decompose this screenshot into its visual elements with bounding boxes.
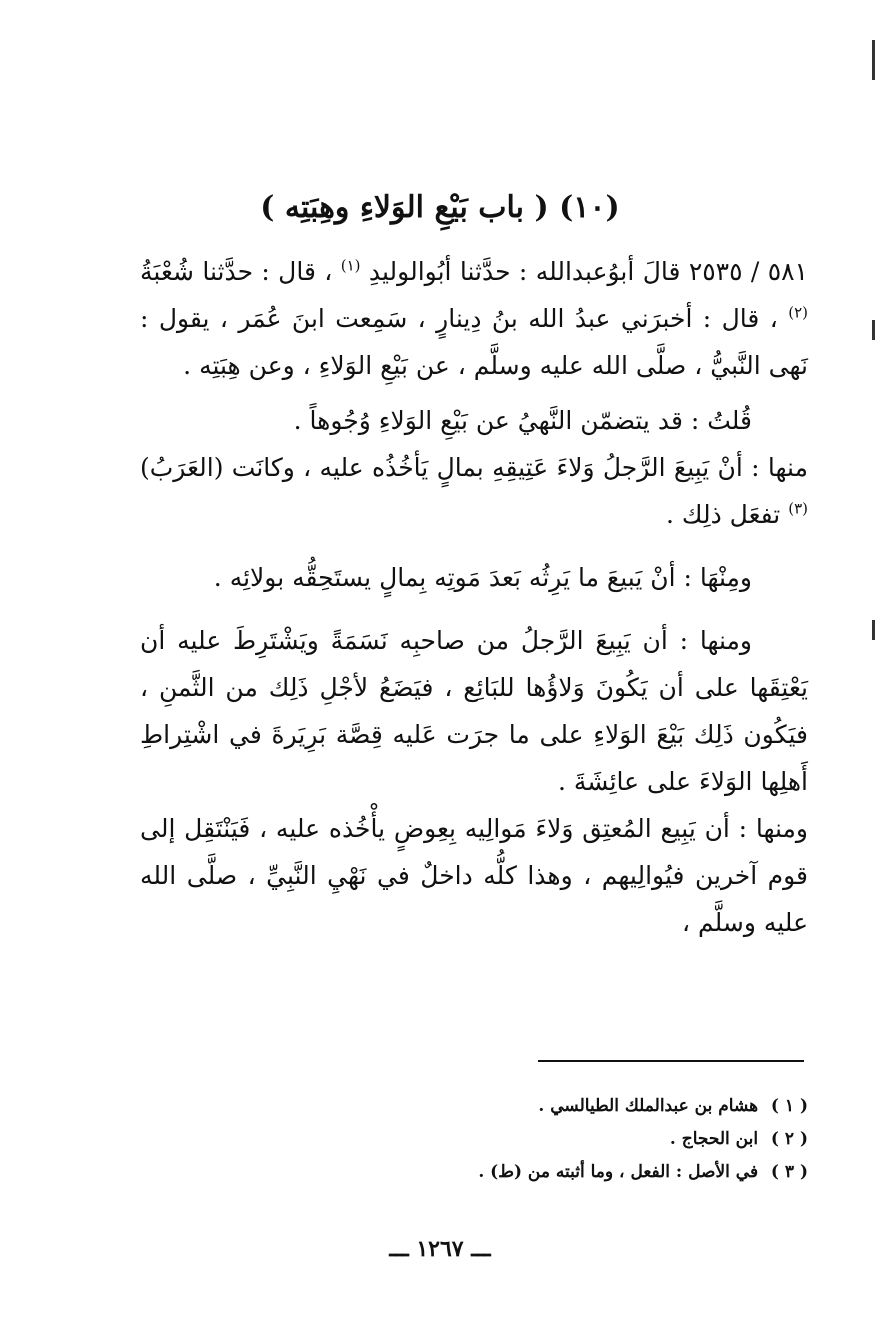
- footnote-item: [380, 1156, 808, 1189]
- footnote-ref-3: (٣): [788, 499, 808, 518]
- commentary-paragraph-1: [140, 444, 808, 538]
- footnote-text: ابن الحجاج .: [669, 1129, 759, 1149]
- commentary-intro: قُلتُ : قد يتضمّن النَّهيُ عن بَيْعِ الوَلاءِ وُجُوهاً .: [293, 406, 752, 435]
- commentary-1-text-b: تفعَل ذلِك .: [666, 500, 781, 529]
- commentary-paragraph-2: ومِنْهَا : أنْ يَبيعَ ما يَرِثُه بَعدَ مَوتِه بِمالٍ يستَحِقُّه بولائِه .: [213, 563, 752, 592]
- hadith-text-a: قالَ أبوُعبدالله : حدَّثنا أبُوالوليدِ: [368, 257, 681, 286]
- hadith-text-b: ، قال : حدَّثنا شُعْبَةُ: [140, 257, 333, 286]
- footnote-ref-1: (١): [340, 256, 361, 275]
- hadith-paragraph: [140, 248, 808, 389]
- footnotes: [380, 1090, 808, 1189]
- commentary-paragraph-3: ومنها : أن يَبِيعَ الرَّجلُ من صاحبِه نَسَمَةً ويَشْتَرِطَ عليه أن يَعْتِقَها على أن يَكُونَ وَلاؤُها للبَائِع ، فيَضَعُ لأجْلِ ذَلِك من الثَّمنِ ، فيَكُون ذَلِك بَيْعَ الوَلاءِ على ما جرَت عَليه قِصَّة بَرِيَرةَ في اشْتِراطِ أَهلِها الوَلاءَ على عائِشَةَ .: [140, 626, 808, 796]
- page-number: ـــ ١٢٦٧ ـــ: [389, 1236, 491, 1262]
- scan-edge-mark: [872, 620, 875, 640]
- body-text: [140, 248, 808, 946]
- footnote-item: [380, 1123, 808, 1156]
- footnote-separator: [538, 1060, 804, 1062]
- scan-edge-mark: [872, 40, 875, 80]
- hadith-number: ٥٨١ / ٢٥٣٥: [688, 257, 808, 286]
- footnote-item: [380, 1090, 808, 1123]
- footnote-ref-2: (٢): [788, 303, 808, 322]
- scan-edge-mark: [872, 320, 875, 340]
- commentary-paragraph-4: ومنها : أن يَبِيع المُعتِق وَلاءَ مَوالِيه بِعِوضٍ يأْخُذه عليه ، فَيَنْتَقِل إلى قوم آخرين فيُوالِيهم ، وهذا كلُّه داخلٌ في نَهْيِ النَّبِيِّ ، صلَّى الله عليه وسلَّم ،: [140, 814, 808, 937]
- chapter-heading: (١٠) ( باب بَيْعِ الوَلاءِ وهِبَتِه ): [260, 190, 620, 225]
- hadith-text-c: ، قال : أخبرَني عبدُ الله بنُ دِينارٍ ، سَمِعت ابنَ عُمَر ، يقول : نَهى النَّبيُّ ، صلَّى الله عليه وسلَّم ، عن بَيْعِ الوَلاءِ ، وعن هِبَتِه .: [140, 304, 808, 380]
- commentary-1-text-a: منها : أنْ يَبِيعَ الرَّجلُ وَلاءَ عَتِيقِهِ بمالٍ يَأخُذُه عليه ، وكانَت (العَرَبُ): [140, 453, 808, 482]
- footnote-text: في الأصل : الفعل ، وما أثبته من (ط) .: [478, 1162, 759, 1182]
- footnote-number: ( ٣ ): [770, 1162, 808, 1182]
- footnote-text: هشام بن عبدالملك الطيالسي .: [538, 1096, 759, 1116]
- footnote-number: ( ٢ ): [770, 1129, 808, 1149]
- footnote-number: ( ١ ): [770, 1096, 808, 1116]
